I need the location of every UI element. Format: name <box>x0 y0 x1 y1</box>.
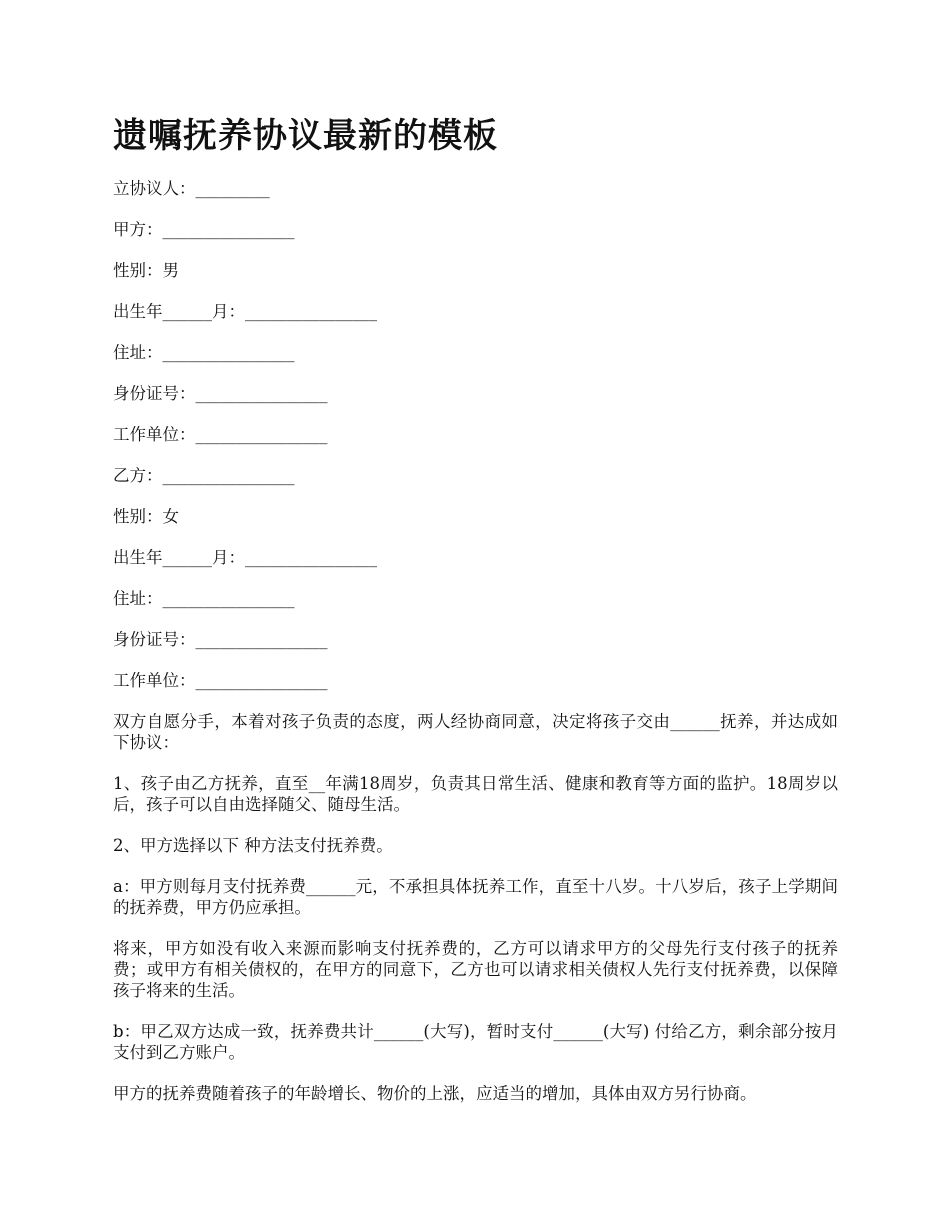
field-party-signer: 立协议人：_________ <box>113 179 270 198</box>
field-party-b-employer: 工作单位：________________ <box>113 671 328 690</box>
field-party-a: 甲方：________________ <box>113 220 295 239</box>
field-party-b-address: 住址：________________ <box>113 589 295 608</box>
paragraph-clause-2: 2、甲方选择以下 种方法支付抚养费。 <box>113 836 393 855</box>
field-party-a-address: 住址：________________ <box>113 343 295 362</box>
field-party-a-gender: 性别：男 <box>113 261 179 280</box>
paragraph-future: 将来，甲方如没有收入来源而影响支付抚养费的，乙方可以请求甲方的父母先行支付孩子的抚养费；或甲方有相关债权的，在甲方的同意下，乙方也可以请求相关债权人先行支付抚养费，以保障孩子将来的生活。 <box>113 939 838 1000</box>
paragraph-option-a: a：甲方则每月支付抚养费______元，不承担具体抚养工作，直至十八岁。十八岁后，孩子上学期间的抚养费，甲方仍应承担。 <box>113 877 838 917</box>
paragraph-clause-1: 1、孩子由乙方抚养，直至__年满18周岁，负责其日常生活、健康和教育等方面的监护。18周岁以后，孩子可以自由选择随父、随母生活。 <box>113 774 838 814</box>
paragraph-option-b: b：甲乙双方达成一致，抚养费共计______(大写)，暂时支付______(大写) 付给乙方，剩余部分按月支付到乙方账户。 <box>113 1022 838 1062</box>
field-party-a-birth: 出生年______月：________________ <box>113 302 377 321</box>
field-party-b-id: 身份证号：________________ <box>113 630 328 649</box>
field-party-a-employer: 工作单位：________________ <box>113 425 328 444</box>
field-party-a-id: 身份证号：________________ <box>113 384 328 403</box>
field-party-b-gender: 性别：女 <box>113 507 179 526</box>
document-title: 遗嘱抚养协议最新的模板 <box>113 116 498 156</box>
field-party-b-birth: 出生年______月：________________ <box>113 548 377 567</box>
field-party-b: 乙方：________________ <box>113 466 295 485</box>
document-page <box>113 108 838 1124</box>
paragraph-increase: 甲方的抚养费随着孩子的年龄增长、物价的上涨，应适当的增加，具体由双方另行协商。 <box>113 1084 757 1103</box>
paragraph-intro: 双方自愿分手，本着对孩子负责的态度，两人经协商同意，决定将孩子交由______抚养，并达成如下协议： <box>113 712 838 752</box>
